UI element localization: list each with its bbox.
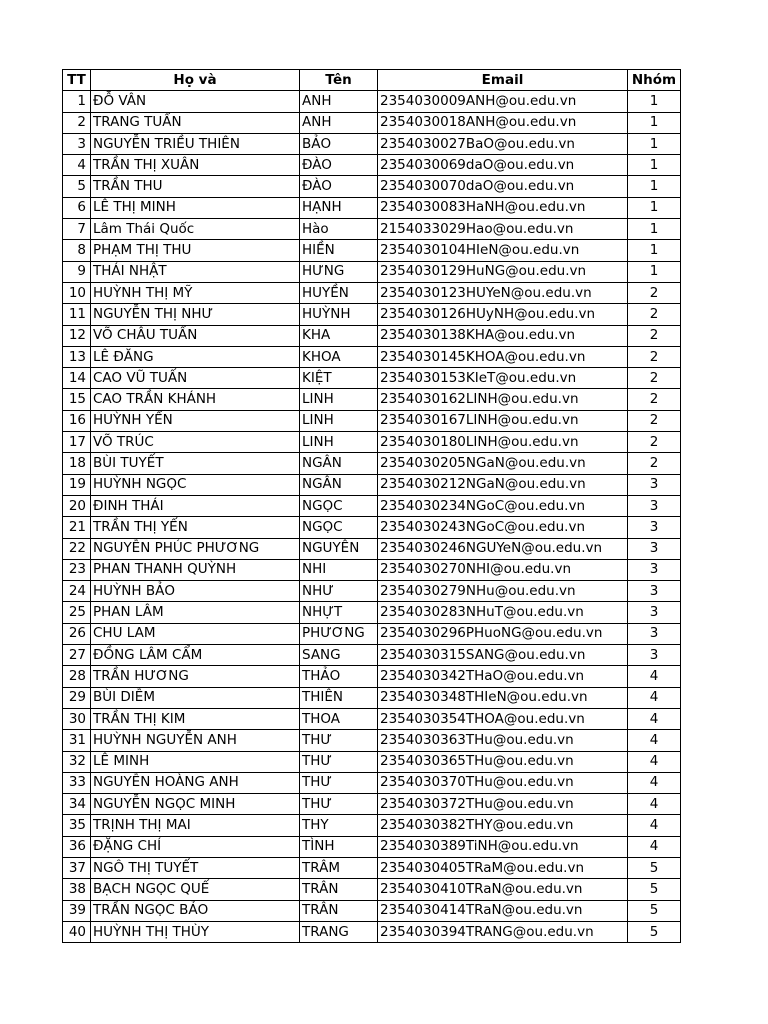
cell-nhom: 4 [628, 687, 681, 708]
cell-email: 2354030180LINH@ou.edu.vn [378, 432, 628, 453]
cell-email: 2354030070daO@ou.edu.vn [378, 176, 628, 197]
cell-nhom: 2 [628, 389, 681, 410]
cell-ten: PHƯƠNG [300, 623, 378, 644]
cell-email: 2354030018ANH@ou.edu.vn [378, 112, 628, 133]
cell-tt: 12 [63, 325, 91, 346]
table-row [63, 261, 681, 282]
cell-tt: 7 [63, 219, 91, 240]
cell-email: 2354030104HIeN@ou.edu.vn [378, 240, 628, 261]
cell-nhom: 2 [628, 304, 681, 325]
cell-tt: 28 [63, 666, 91, 687]
cell-tt: 18 [63, 453, 91, 474]
cell-tt: 24 [63, 581, 91, 602]
cell-email: 2354030246NGUYeN@ou.edu.vn [378, 538, 628, 559]
cell-tt: 40 [63, 921, 91, 942]
cell-nhom: 3 [628, 517, 681, 538]
cell-ho-va: NGÔ THỊ TUYẾT [91, 857, 300, 878]
table-row [63, 197, 681, 218]
cell-email: 2354030394TRANG@ou.edu.vn [378, 921, 628, 942]
cell-nhom: 3 [628, 623, 681, 644]
table-row [63, 219, 681, 240]
cell-ho-va: LÊ THỊ MINH [91, 197, 300, 218]
cell-email: 2354030365THu@ou.edu.vn [378, 751, 628, 772]
cell-tt: 23 [63, 559, 91, 580]
cell-email: 2354030069daO@ou.edu.vn [378, 155, 628, 176]
cell-ten: LINH [300, 432, 378, 453]
cell-ten: TRÂM [300, 857, 378, 878]
cell-tt: 6 [63, 197, 91, 218]
cell-nhom: 5 [628, 921, 681, 942]
table-row [63, 772, 681, 793]
cell-ho-va: NGUYỄN TRIỀU THIÊN [91, 133, 300, 154]
cell-ten: THIÊN [300, 687, 378, 708]
cell-nhom: 1 [628, 240, 681, 261]
cell-tt: 39 [63, 900, 91, 921]
cell-ho-va: PHẠM THỊ THU [91, 240, 300, 261]
cell-tt: 25 [63, 602, 91, 623]
cell-ten: NHI [300, 559, 378, 580]
cell-email: 2354030342THaO@ou.edu.vn [378, 666, 628, 687]
cell-ten: KHA [300, 325, 378, 346]
table-row [63, 687, 681, 708]
cell-ho-va: CAO VŨ TUẤN [91, 368, 300, 389]
student-table [62, 69, 681, 943]
cell-ten: HIỀN [300, 240, 378, 261]
cell-ho-va: TRẦN THỊ KIM [91, 708, 300, 729]
cell-nhom: 3 [628, 495, 681, 516]
cell-tt: 27 [63, 645, 91, 666]
cell-ho-va: HUỲNH THỊ THÙY [91, 921, 300, 942]
cell-tt: 19 [63, 474, 91, 495]
cell-ten: NGUYÊN [300, 538, 378, 559]
table-row [63, 857, 681, 878]
cell-nhom: 4 [628, 794, 681, 815]
cell-email: 2354030243NGoC@ou.edu.vn [378, 517, 628, 538]
cell-nhom: 3 [628, 474, 681, 495]
table-row [63, 666, 681, 687]
cell-ten: NGÂN [300, 453, 378, 474]
cell-ten: THOA [300, 708, 378, 729]
cell-nhom: 4 [628, 666, 681, 687]
cell-nhom: 1 [628, 176, 681, 197]
cell-ho-va: VÕ CHÂU TUẤN [91, 325, 300, 346]
cell-ho-va: TRẦN THỊ XUÂN [91, 155, 300, 176]
cell-email: 2354030123HUYeN@ou.edu.vn [378, 282, 628, 303]
cell-nhom: 1 [628, 219, 681, 240]
cell-email: 2354030354THOA@ou.edu.vn [378, 708, 628, 729]
table-row [63, 282, 681, 303]
table-row [63, 751, 681, 772]
cell-ten: NHƯ [300, 581, 378, 602]
cell-ho-va: NGUYỄN THỊ NHƯ [91, 304, 300, 325]
table-row [63, 836, 681, 857]
cell-ho-va: TRẦN HƯƠNG [91, 666, 300, 687]
cell-nhom: 2 [628, 432, 681, 453]
cell-ten: HẠNH [300, 197, 378, 218]
cell-ho-va: Lâm Thái Quốc [91, 219, 300, 240]
table-body [63, 91, 681, 943]
cell-email: 2354030296PHuoNG@ou.edu.vn [378, 623, 628, 644]
cell-nhom: 3 [628, 581, 681, 602]
cell-email: 2354030167LINH@ou.edu.vn [378, 410, 628, 431]
cell-nhom: 5 [628, 879, 681, 900]
cell-ho-va: NGUYỄN NGỌC MINH [91, 794, 300, 815]
cell-tt: 36 [63, 836, 91, 857]
cell-email: 2354030126HUyNH@ou.edu.vn [378, 304, 628, 325]
table-row [63, 730, 681, 751]
cell-tt: 20 [63, 495, 91, 516]
table-row [63, 91, 681, 112]
cell-ho-va: TRỊNH THỊ MAI [91, 815, 300, 836]
cell-email: 2354030009ANH@ou.edu.vn [378, 91, 628, 112]
cell-ho-va: HUỲNH NGUYỄN ANH [91, 730, 300, 751]
cell-ten: NGỌC [300, 495, 378, 516]
cell-ten: Hào [300, 219, 378, 240]
cell-ten: NGỌC [300, 517, 378, 538]
header-tt: TT [63, 70, 91, 91]
cell-tt: 11 [63, 304, 91, 325]
cell-tt: 9 [63, 261, 91, 282]
table-header-row [63, 70, 681, 91]
cell-ho-va: BÙI DIỄM [91, 687, 300, 708]
cell-nhom: 1 [628, 261, 681, 282]
cell-ho-va: CHU LAM [91, 623, 300, 644]
cell-ho-va: BẠCH NGỌC QUẾ [91, 879, 300, 900]
cell-ten: THY [300, 815, 378, 836]
cell-email: 2354030027BaO@ou.edu.vn [378, 133, 628, 154]
cell-ho-va: TRẦN THỊ YẾN [91, 517, 300, 538]
cell-ho-va: ĐỖ VÂN [91, 91, 300, 112]
cell-ho-va: ĐỒNG LÂM CẨM [91, 645, 300, 666]
table-row [63, 155, 681, 176]
table-row [63, 921, 681, 942]
cell-tt: 4 [63, 155, 91, 176]
table-row [63, 794, 681, 815]
cell-tt: 32 [63, 751, 91, 772]
cell-email: 2354030348THIeN@ou.edu.vn [378, 687, 628, 708]
cell-email: 2354030414TRaN@ou.edu.vn [378, 900, 628, 921]
cell-tt: 17 [63, 432, 91, 453]
cell-nhom: 3 [628, 645, 681, 666]
cell-email: 2354030283NHuT@ou.edu.vn [378, 602, 628, 623]
cell-nhom: 4 [628, 751, 681, 772]
cell-ten: THƯ [300, 794, 378, 815]
cell-nhom: 1 [628, 155, 681, 176]
cell-ho-va: NGUYỄN PHÚC PHƯƠNG [91, 538, 300, 559]
cell-tt: 10 [63, 282, 91, 303]
cell-ten: LINH [300, 410, 378, 431]
cell-ten: BẢO [300, 133, 378, 154]
table-row [63, 602, 681, 623]
cell-ten: HƯNG [300, 261, 378, 282]
cell-email: 2354030145KHOA@ou.edu.vn [378, 346, 628, 367]
header-ho-va: Họ và [91, 70, 300, 91]
cell-nhom: 5 [628, 900, 681, 921]
cell-email: 2354030270NHI@ou.edu.vn [378, 559, 628, 580]
cell-nhom: 4 [628, 708, 681, 729]
cell-ho-va: HUỲNH BẢO [91, 581, 300, 602]
cell-email: 2354030370THu@ou.edu.vn [378, 772, 628, 793]
cell-nhom: 1 [628, 197, 681, 218]
cell-ten: KHOA [300, 346, 378, 367]
table-row [63, 389, 681, 410]
cell-tt: 38 [63, 879, 91, 900]
cell-ho-va: HUỲNH NGỌC [91, 474, 300, 495]
cell-ten: TRÂN [300, 879, 378, 900]
cell-tt: 13 [63, 346, 91, 367]
cell-tt: 22 [63, 538, 91, 559]
cell-nhom: 2 [628, 282, 681, 303]
cell-tt: 30 [63, 708, 91, 729]
cell-nhom: 4 [628, 836, 681, 857]
cell-email: 2354030382THY@ou.edu.vn [378, 815, 628, 836]
cell-ten: TRÂN [300, 900, 378, 921]
cell-ho-va: TRANG TUẤN [91, 112, 300, 133]
cell-nhom: 3 [628, 602, 681, 623]
table-row [63, 879, 681, 900]
cell-ho-va: LÊ MINH [91, 751, 300, 772]
cell-nhom: 2 [628, 325, 681, 346]
cell-email: 2354030212NGaN@ou.edu.vn [378, 474, 628, 495]
cell-ho-va: LÊ ĐĂNG [91, 346, 300, 367]
cell-email: 2354030162LINH@ou.edu.vn [378, 389, 628, 410]
cell-ten: TÌNH [300, 836, 378, 857]
table-row [63, 325, 681, 346]
cell-nhom: 2 [628, 368, 681, 389]
table-row [63, 112, 681, 133]
cell-ten: HUYỀN [300, 282, 378, 303]
cell-email: 2154033029Hao@ou.edu.vn [378, 219, 628, 240]
cell-ten: NGÂN [300, 474, 378, 495]
cell-ho-va: PHAN LÂM [91, 602, 300, 623]
table-row [63, 133, 681, 154]
cell-tt: 14 [63, 368, 91, 389]
cell-ho-va: HUỲNH YẾN [91, 410, 300, 431]
table-row [63, 432, 681, 453]
cell-tt: 34 [63, 794, 91, 815]
cell-ho-va: THÁI NHẬT [91, 261, 300, 282]
table-row [63, 645, 681, 666]
cell-ten: SANG [300, 645, 378, 666]
cell-tt: 31 [63, 730, 91, 751]
cell-ho-va: VÕ TRÚC [91, 432, 300, 453]
table-row [63, 410, 681, 431]
cell-ten: ANH [300, 112, 378, 133]
cell-nhom: 2 [628, 346, 681, 367]
cell-tt: 35 [63, 815, 91, 836]
cell-nhom: 1 [628, 91, 681, 112]
cell-tt: 21 [63, 517, 91, 538]
cell-tt: 5 [63, 176, 91, 197]
cell-tt: 37 [63, 857, 91, 878]
cell-email: 2354030363THu@ou.edu.vn [378, 730, 628, 751]
cell-ten: HUỲNH [300, 304, 378, 325]
cell-tt: 16 [63, 410, 91, 431]
table-row [63, 815, 681, 836]
table-row [63, 474, 681, 495]
cell-email: 2354030083HaNH@ou.edu.vn [378, 197, 628, 218]
cell-ten: THƯ [300, 751, 378, 772]
cell-email: 2354030405TRaM@ou.edu.vn [378, 857, 628, 878]
cell-email: 2354030153KIeT@ou.edu.vn [378, 368, 628, 389]
cell-ho-va: CAO TRẦN KHÁNH [91, 389, 300, 410]
table-row [63, 559, 681, 580]
cell-ho-va: PHAN THANH QUỲNH [91, 559, 300, 580]
header-ten: Tên [300, 70, 378, 91]
cell-ten: THƯ [300, 772, 378, 793]
table-row [63, 495, 681, 516]
table-row [63, 176, 681, 197]
cell-ho-va: TRẦN NGỌC BẢO [91, 900, 300, 921]
cell-ten: THẢO [300, 666, 378, 687]
cell-ho-va: TRẦN THU [91, 176, 300, 197]
cell-ten: THƯ [300, 730, 378, 751]
table-row [63, 304, 681, 325]
cell-nhom: 2 [628, 453, 681, 474]
cell-nhom: 2 [628, 410, 681, 431]
cell-tt: 26 [63, 623, 91, 644]
table-row [63, 346, 681, 367]
table-row [63, 581, 681, 602]
cell-ten: LINH [300, 389, 378, 410]
cell-email: 2354030234NGoC@ou.edu.vn [378, 495, 628, 516]
header-email: Email [378, 70, 628, 91]
table-row [63, 708, 681, 729]
table-row [63, 517, 681, 538]
table-row [63, 453, 681, 474]
cell-tt: 15 [63, 389, 91, 410]
table-row [63, 900, 681, 921]
table-row [63, 623, 681, 644]
cell-ten: ĐÀO [300, 176, 378, 197]
cell-ten: ĐÀO [300, 155, 378, 176]
cell-nhom: 1 [628, 133, 681, 154]
cell-ho-va: BÙI TUYẾT [91, 453, 300, 474]
cell-email: 2354030410TRaN@ou.edu.vn [378, 879, 628, 900]
cell-email: 2354030138KHA@ou.edu.vn [378, 325, 628, 346]
cell-nhom: 4 [628, 815, 681, 836]
cell-email: 2354030315SANG@ou.edu.vn [378, 645, 628, 666]
cell-tt: 33 [63, 772, 91, 793]
cell-ho-va: HUỲNH THỊ MỸ [91, 282, 300, 303]
cell-nhom: 3 [628, 559, 681, 580]
cell-nhom: 3 [628, 538, 681, 559]
cell-ho-va: NGUYỄN HOÀNG ANH [91, 772, 300, 793]
cell-nhom: 4 [628, 730, 681, 751]
cell-tt: 3 [63, 133, 91, 154]
cell-email: 2354030372THu@ou.edu.vn [378, 794, 628, 815]
cell-tt: 8 [63, 240, 91, 261]
cell-tt: 1 [63, 91, 91, 112]
cell-tt: 2 [63, 112, 91, 133]
cell-email: 2354030205NGaN@ou.edu.vn [378, 453, 628, 474]
cell-nhom: 4 [628, 772, 681, 793]
cell-ten: ANH [300, 91, 378, 112]
table-row [63, 368, 681, 389]
cell-nhom: 5 [628, 857, 681, 878]
cell-ho-va: ĐẶNG CHÍ [91, 836, 300, 857]
table-row [63, 538, 681, 559]
header-nhom: Nhóm [628, 70, 681, 91]
table-row [63, 240, 681, 261]
cell-email: 2354030389TiNH@ou.edu.vn [378, 836, 628, 857]
cell-tt: 29 [63, 687, 91, 708]
cell-ho-va: ĐINH THÁI [91, 495, 300, 516]
cell-nhom: 1 [628, 112, 681, 133]
cell-email: 2354030129HuNG@ou.edu.vn [378, 261, 628, 282]
cell-ten: NHỰT [300, 602, 378, 623]
student-list-sheet [62, 69, 681, 943]
cell-ten: KIỆT [300, 368, 378, 389]
cell-ten: TRANG [300, 921, 378, 942]
cell-email: 2354030279NHu@ou.edu.vn [378, 581, 628, 602]
